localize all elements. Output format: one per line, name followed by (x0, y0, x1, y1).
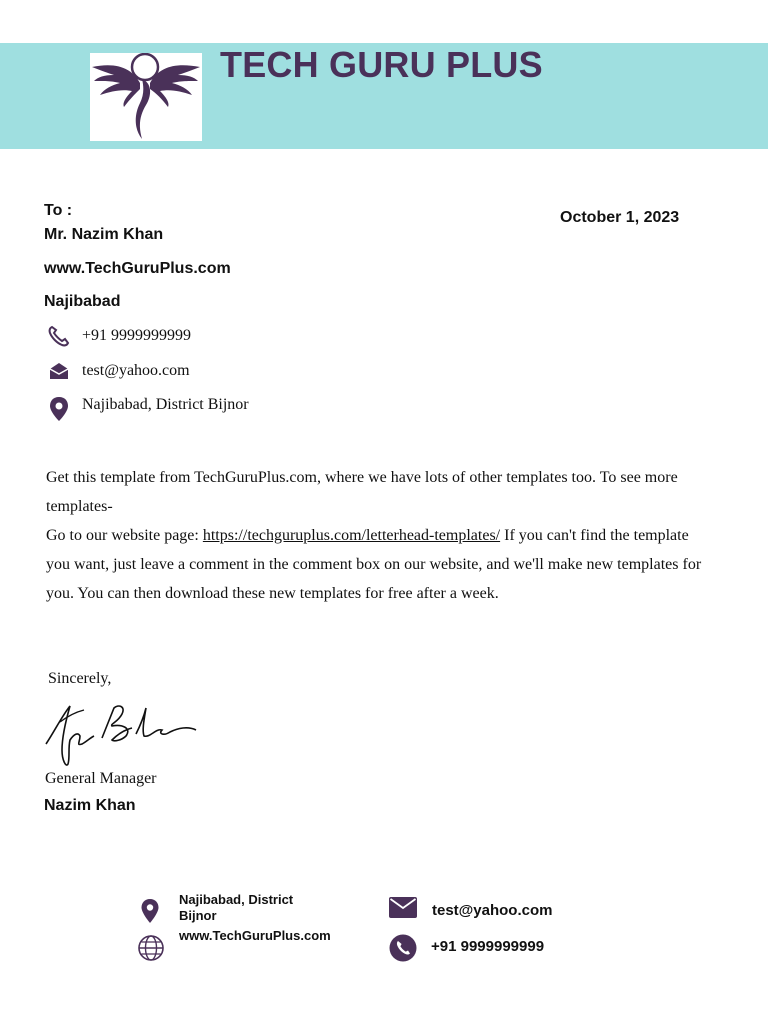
signer-title: General Manager (45, 770, 157, 787)
to-label: To : (44, 202, 73, 219)
letter-date: October 1, 2023 (560, 209, 680, 226)
contact-address: Najibabad, District Bijnor (82, 396, 249, 413)
footer-address: Najibabad, District Bijnor (179, 892, 294, 923)
footer-location-pin-icon (140, 898, 160, 929)
company-name: TECH GURU PLUS (220, 44, 543, 85)
footer-globe-icon (137, 934, 165, 967)
footer-phone-icon (389, 934, 417, 967)
body-paragraph-1: Get this template from TechGuruPlus.com, where we have lots of other templates too. To see more templates- (46, 469, 678, 515)
footer-email: test@yahoo.com (432, 902, 553, 919)
letter-body (46, 463, 716, 608)
footer-website: www.TechGuruPlus.com (179, 928, 331, 943)
phone-icon (48, 325, 70, 347)
handwritten-signature (40, 698, 200, 775)
footer-phone: +91 9999999999 (431, 938, 545, 955)
body-paragraph-2-suffix: If you can't find the template you want, just leave a comment in the comment box on our website, and we'll make new templates for you. You can then download these new templates for free after a week. (46, 527, 702, 602)
closing-sincerely: Sincerely, (48, 670, 112, 687)
company-logo (90, 53, 202, 141)
contact-email: test@yahoo.com (82, 362, 190, 379)
signer-name: Nazim Khan (44, 797, 136, 814)
recipient-website: www.TechGuruPlus.com (44, 260, 231, 277)
recipient-name: Mr. Nazim Khan (44, 226, 164, 243)
footer-envelope-icon (389, 897, 417, 924)
templates-link[interactable]: https://techguruplus.com/letterhead-templates/ (202, 527, 501, 544)
body-paragraph-2-prefix: Go to our website page: (46, 527, 203, 544)
location-pin-icon (48, 396, 70, 418)
body-paragraph-2 (46, 521, 716, 608)
contact-phone: +91 9999999999 (82, 327, 192, 344)
envelope-icon (48, 360, 70, 382)
recipient-city: Najibabad (44, 293, 121, 310)
winged-figure-logo-icon (90, 53, 202, 141)
